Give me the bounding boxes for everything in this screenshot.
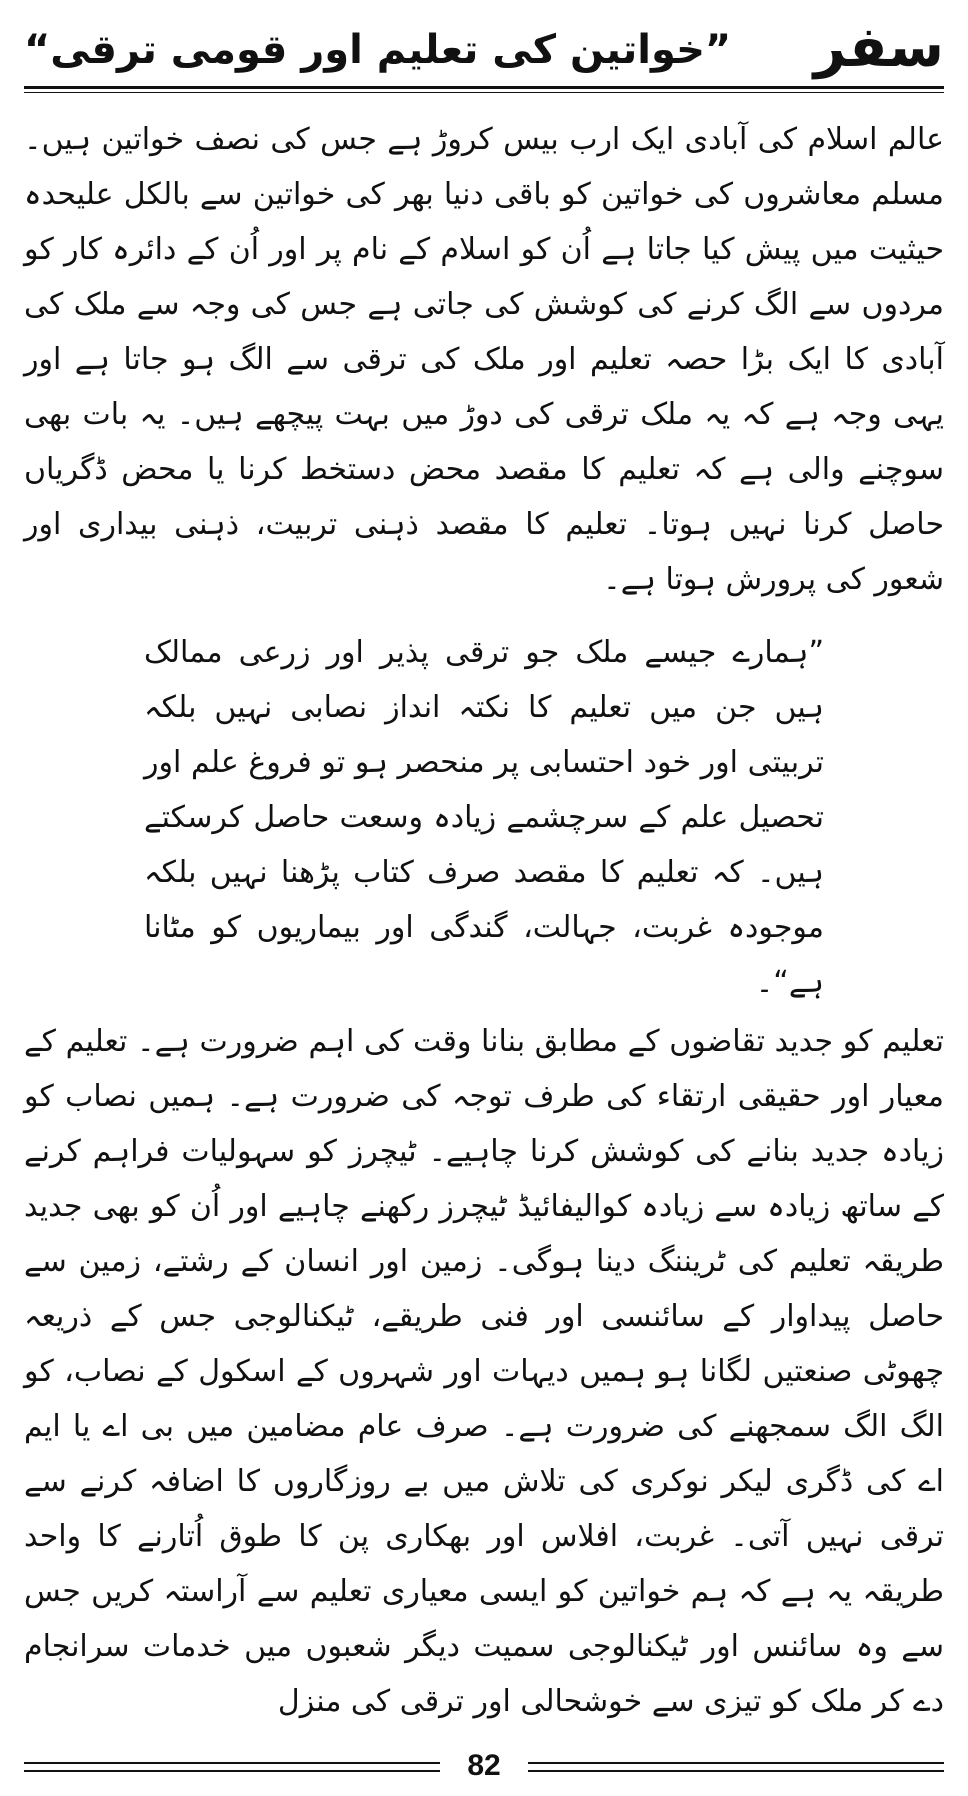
footer-rule-right — [528, 1762, 944, 1772]
book-title: سفر — [813, 15, 944, 80]
chapter-title: ”خواتین کی تعلیم اور قومی ترقی“ — [24, 27, 732, 73]
paragraph-main: تعلیم کو جدید تقاضوں کے مطابق بنانا وقت کی اہم ضرورت ہے۔ تعلیم کے معیار اور حقیقی ارتقاء کی طرف توجہ کی ضرورت ہے۔ ہمیں نصاب کو زیادہ جدید بنانے کی کوشش کرنا چاہیے۔ ٹیچرز کو سہولیات فراہم کرنے کے ساتھ زیادہ سے زیادہ کوالیفائیڈ ٹیچرز رکھنے چاہیے اور اُن کو بھی جدید طریقہ تعلیم کی ٹریننگ دینا ہوگی۔ زمین اور انسان کے رشتے، زمین سے حاصل پیداوار کے سائنسی اور فنی طریقے، ٹیکنالوجی جس کے ذریعہ چھوٹی صنعتیں لگانا ہو ہمیں دیہات اور شہروں کے اسکول کے نصاب، کو الگ الگ سمجھنے کی ضرورت ہے۔ صرف عام مضامین میں بی اے یا ایم اے کی ڈگری لیکر نوکری کی تلاش میں بے روزگاروں کا اضافہ کرنے سے ترقی نہیں آتی۔ غربت، افلاس اور بھکاری پن کا طوق اُتارنے کا واحد طریقہ یہ ہے کہ ہم خواتین کو ایسی معیاری تعلیم سے آراستہ کریں جس سے وہ سائنس اور ٹیکنالوجی سمیت دیگر شعبوں میں خدمات سرانجام دے کر ملک کو تیزی سے خوشحالی اور ترقی کی منزل — [24, 1024, 944, 1719]
block-quote: ”ہمارے جیسے ملک جو ترقی پذیر اور زرعی ممالک ہیں جن میں تعلیم کا نکتہ انداز نصابی نہیں بلکہ تربیتی اور خود احتسابی پر منحصر ہو تو فروغ علم اور تحصیل علم کے سرچشمے زیادہ وسعت حاصل کرسکتے ہیں۔ کہ تعلیم کا مقصد صرف کتاب پڑھنا نہیں بلکہ موجودہ غربت، جہالت، گندگی اور بیماریوں کو مٹانا ہے“۔ — [144, 635, 824, 1000]
header-rule-thick — [24, 86, 944, 89]
article-body — [24, 112, 944, 1729]
page-number: 82 — [467, 1749, 501, 1782]
header-rule-thin — [24, 92, 944, 93]
paragraph-intro: عالم اسلام کی آبادی ایک ارب بیس کروڑ ہے جس کی نصف خواتین ہیں۔ مسلم معاشروں کی خواتین کو باقی دنیا بھر کی خواتین سے بالکل علیحدہ حیثیت میں پیش کیا جاتا ہے اُن کو اسلام کے نام پر اور اُن کے دائرہ کار کو مردوں سے الگ کرنے کی کوشش کی جاتی ہے جس کی وجہ سے ملک کی آبادی کا ایک بڑا حصہ تعلیم اور ملک کی ترقی سے الگ ہو جاتا ہے اور یہی وجہ ہے کہ یہ ملک ترقی کی دوڑ میں بہت پیچھے ہیں۔ یہ بات بھی سوچنے والی ہے کہ تعلیم کا مقصد محض دستخط کرنا یا محض ڈگریاں حاصل کرنا نہیں ہوتا۔ تعلیم کا مقصد ذہنی تربیت، ذہنی بیداری اور شعور کی پرورش ہوتا ہے۔ — [24, 122, 944, 597]
page-header — [24, 14, 944, 82]
page-footer — [24, 1748, 944, 1788]
